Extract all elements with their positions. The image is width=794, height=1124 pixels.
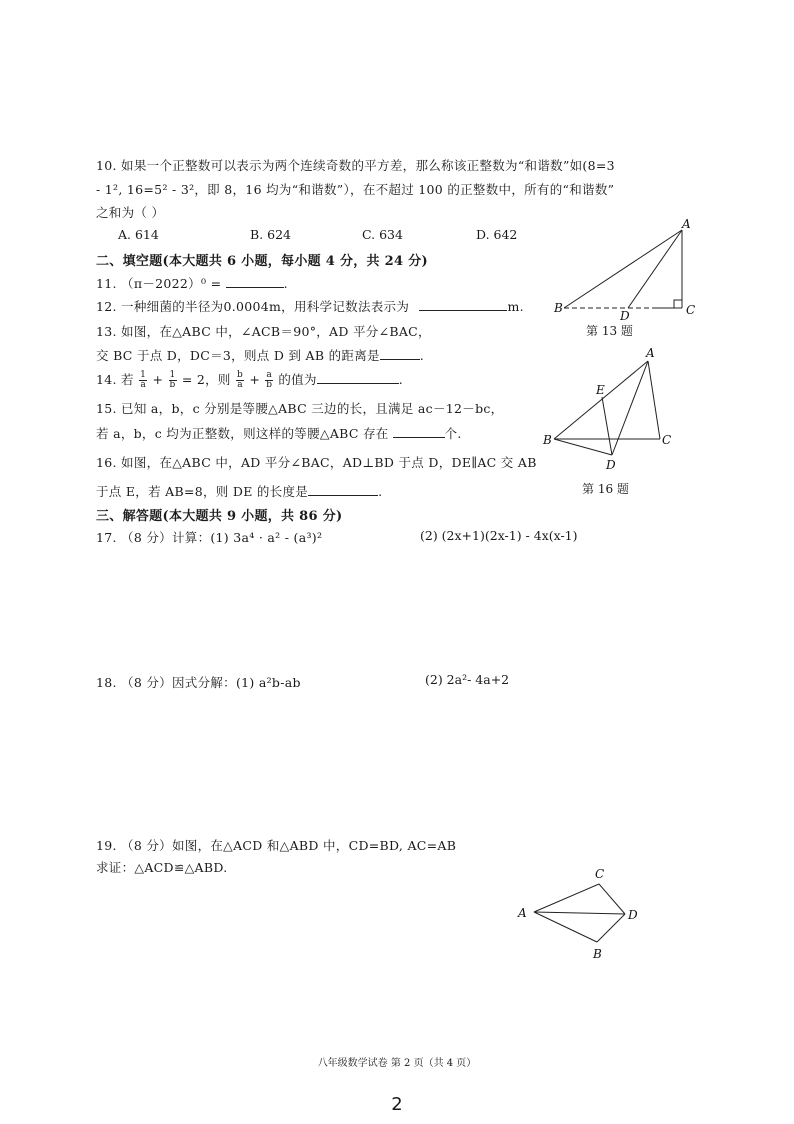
figure-13 [550, 217, 696, 323]
fig16-label-c: C [662, 433, 672, 447]
q14-fraction-1-over-a: $\frac{1}{a}$ [140, 370, 147, 390]
q11-answer-blank[interactable] [226, 287, 284, 288]
q15-answer-blank[interactable] [393, 437, 445, 438]
fig13-caption: 第 13 题 [586, 324, 633, 338]
q14-fraction-a-over-b: $\frac{a}{b}$ [266, 370, 273, 390]
fig19-label-b: B [593, 947, 602, 961]
q12-text: 12. 一种细菌的半径为0.0004m，用科学记数法表示为 [96, 299, 410, 314]
q13-line2: 交 BC 于点 D，DC＝3，则点 D 到 AB 的距离是 . [96, 348, 425, 363]
q17-part2: (2) (2x+1)(2x-1) - 4x(x-1) [420, 528, 578, 543]
figure-19 [515, 862, 645, 962]
q12: 12. 一种细菌的半径为0.0004m，用科学记数法表示为 m. [96, 299, 524, 314]
q10-option-a: A. 614 [118, 227, 159, 242]
fig16-label-e: E [596, 383, 605, 397]
q12-answer-blank[interactable] [419, 310, 507, 311]
q10-line1: 10. 如果一个正整数可以表示为两个连续奇数的平方差，那么称该正整数为“和谐数”如(8=3 [96, 158, 615, 173]
q11: 11. （π－2022）⁰ = . [96, 276, 288, 291]
q15-line2: 若 a，b，c 均为正整数，则这样的等腰△ABC 存在 个. [96, 426, 462, 441]
q13-line1: 13. 如图，在△ABC 中，∠ACB＝90°，AD 平分∠BAC， [96, 324, 431, 339]
q16-line2: 于点 E，若 AB=8，则 DE 的长度是 . [96, 484, 383, 499]
q10-option-b: B. 624 [250, 227, 291, 242]
fig13-label-b: B [554, 301, 563, 315]
fig13-label-a: A [682, 217, 691, 231]
section3-heading: 三、解答题(本大题共 9 小题，共 86 分) [96, 509, 343, 524]
q14-fraction-b-over-a: $\frac{b}{a}$ [237, 370, 244, 390]
q14-fraction-1-over-b: $\frac{1}{b}$ [169, 370, 176, 390]
q18-part1: 18. （8 分）因式分解：(1) a²b-ab [96, 675, 301, 690]
fig13-label-d: D [620, 309, 630, 323]
fig19-label-d: D [628, 908, 638, 922]
q16-answer-blank[interactable] [308, 495, 378, 496]
page-number: 2 [391, 1094, 403, 1115]
fig19-label-c: C [595, 867, 605, 881]
q10-line3: 之和为（ ） [96, 205, 165, 220]
q10-line2: - 1², 16=5² - 3²，即 8，16 均为“和谐数”），在不超过 100 的正整数中，所有的“和谐数” [96, 182, 615, 197]
fig16-label-d: D [606, 458, 616, 472]
q15-line1: 15. 已知 a，b，c 分别是等腰△ABC 三边的长，且满足 ac－12－bc， [96, 401, 504, 416]
q13-answer-blank[interactable] [380, 359, 420, 360]
fig13-label-c: C [686, 303, 696, 317]
q18-part2: (2) 2a²- 4a+2 [425, 672, 510, 687]
fig16-caption: 第 16 题 [582, 482, 629, 496]
page-footer: 八年级数学试卷 第 2 页（共 4 页） [317, 1058, 477, 1069]
figure-16 [540, 345, 675, 475]
q17-part1: 17. （8 分）计算：(1) 3a⁴ · a² - (a³)² [96, 530, 323, 545]
q10-option-d: D. 642 [476, 227, 518, 242]
section2-heading: 二、填空题(本大题共 6 小题，每小题 4 分，共 24 分) [96, 254, 428, 269]
q14: 14. 若 $\frac{1}{a}$ + $\frac{1}{b}$ = 2，则 $\frac{b}{a}$ + $\frac{a}{b}$ 的值为 . [96, 370, 404, 390]
q19-line2: 求证：△ACD≌△ABD. [96, 860, 228, 875]
fig16-label-b: B [543, 433, 552, 447]
q16-line1: 16. 如图，在△ABC 中，AD 平分∠BAC，AD⊥BD 于点 D，DE∥AC 交 AB [96, 455, 537, 470]
fig16-label-a: A [646, 346, 655, 360]
q14-answer-blank[interactable] [317, 383, 399, 384]
q11-text: 11. （π－2022）⁰ = [96, 276, 226, 291]
fig19-label-a: A [518, 906, 527, 920]
q19-line1: 19. （8 分）如图，在△ACD 和△ABD 中，CD=BD, AC=AB [96, 838, 457, 853]
q10-option-c: C. 634 [362, 227, 403, 242]
